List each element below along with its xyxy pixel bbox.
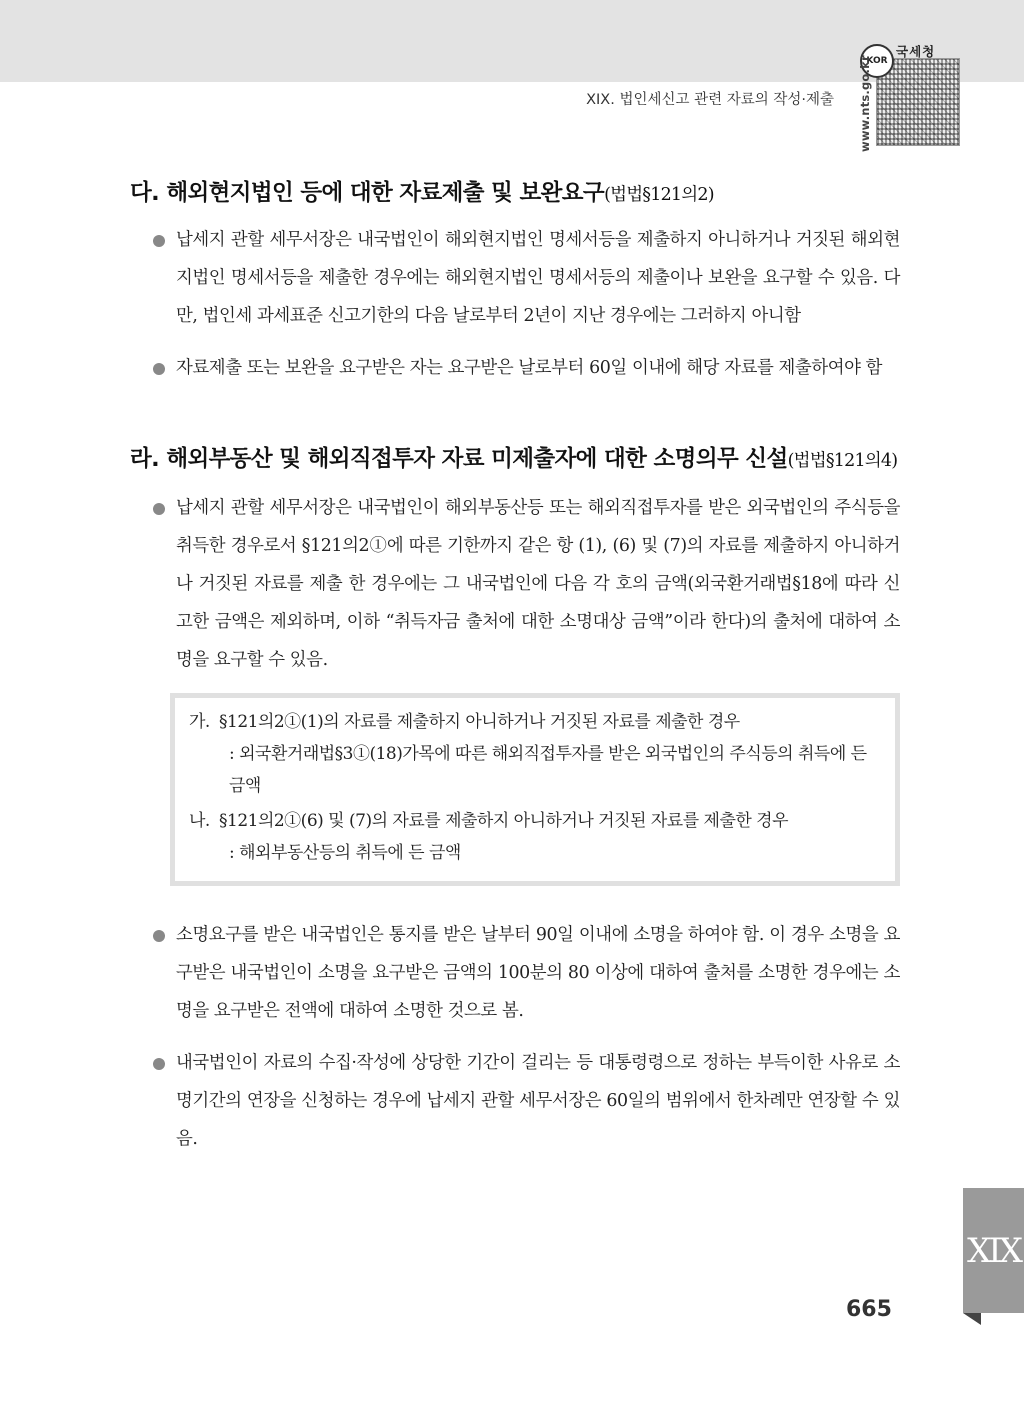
- running-header: XIX. 법인세신고 관련 자료의 작성·제출: [586, 92, 834, 108]
- tab-corner-decoration: [963, 1313, 981, 1325]
- note-item: [189, 805, 883, 869]
- note-item: [189, 706, 883, 802]
- note-body: [219, 706, 883, 802]
- section-b-title-text: 라. 해외부동산 및 해외직접투자 자료 미제출자에 대한 소명의무 신설: [130, 446, 788, 472]
- logo-name: 국세청: [896, 44, 936, 59]
- chapter-tab: XIX: [963, 1188, 1024, 1313]
- bullet-item: 납세지 관할 세무서장은 내국법인이 해외부동산등 또는 해외직접투자를 받은 외국법인의 주식등을 취득한 경우로서 §121의2①에 따른 기한까지 같은 항 (1), (6) 및 (7)의 자료를 제출하지 아니하거나 거짓된 자료를 제출 한 경우에는 그 내국법인에 다음 각 호의 금액(외국환거래법§18에 따라 신고한 금액은 제외하며, 이하 “취득자금 출처에 대한 소명대상 금액”이라 한다)의 출처에 대하여 소명을 요구할 수 있음.: [130, 489, 900, 679]
- kor-badge-icon: KOR: [860, 44, 894, 78]
- bullet-item: 소명요구를 받은 내국법인은 통지를 받은 날부터 90일 이내에 소명을 하여야 함. 이 경우 소명을 요구받은 내국법인이 소명을 요구받은 금액의 100분의 80 이상에 대하여 출처를 소명한 경우에는 소명을 요구받은 전액에 대하여 소명한 것으로 봄.: [130, 916, 900, 1030]
- section-a-bullets: [130, 221, 900, 387]
- section-b-bullets: [130, 489, 900, 679]
- note-label: 나.: [189, 811, 210, 831]
- bullet-item: 내국법인이 자료의 수집·작성에 상당한 기간이 걸리는 등 대통령령으로 정하는 부득이한 사유로 소명기간의 연장을 신청하는 경우에 납세지 관할 세무서장은 60일의 범위에서 한차례만 연장할 수 있음.: [130, 1044, 900, 1158]
- logo-url: www.nts.go.kr: [858, 55, 872, 152]
- note-condition: §121의2①(1)의 자료를 제출하지 아니하거나 거짓된 자료를 제출한 경우: [219, 712, 740, 732]
- note-box: [170, 693, 900, 886]
- bullet-item: 납세지 관할 세무서장은 내국법인이 해외현지법인 명세서등을 제출하지 아니하거나 거짓된 해외현지법인 명세서등을 제출한 경우에는 해외현지법인 명세서등의 제출이나 보완을 요구할 수 있음. 다만, 법인세 과세표준 신고기한의 다음 날로부터 2년이 지난 경우에는 그러하지 아니함: [130, 221, 900, 335]
- section-b-bullets-continued: [130, 916, 900, 1158]
- section-a-title: [130, 175, 900, 207]
- section-a-title-text: 다. 해외현지법인 등에 대한 자료제출 및 보완요구: [130, 180, 605, 206]
- bullet-item: 자료제출 또는 보완을 요구받은 자는 요구받은 날로부터 60일 이내에 해당 자료를 제출하여야 함: [130, 349, 900, 387]
- section-a: [130, 175, 900, 387]
- note-label: 가.: [189, 712, 210, 732]
- note-body: [219, 805, 883, 869]
- page-content: [130, 175, 900, 1172]
- section-b: [130, 441, 900, 1158]
- section-a-ref: (법법§121의2): [604, 185, 714, 205]
- section-b-ref: (법법§121의4): [787, 451, 898, 471]
- section-b-title: [130, 441, 900, 473]
- page-number: 665: [846, 1297, 892, 1322]
- note-detail: : 해외부동산등의 취득에 든 금액: [229, 843, 461, 863]
- note-detail: : 외국환거래법§3①(18)가목에 따른 해외직접투자를 받은 외국법인의 주식등의 취득에 든 금액: [229, 744, 867, 796]
- note-condition: §121의2①(6) 및 (7)의 자료를 제출하지 아니하거나 거짓된 자료를 제출한 경우: [219, 811, 789, 831]
